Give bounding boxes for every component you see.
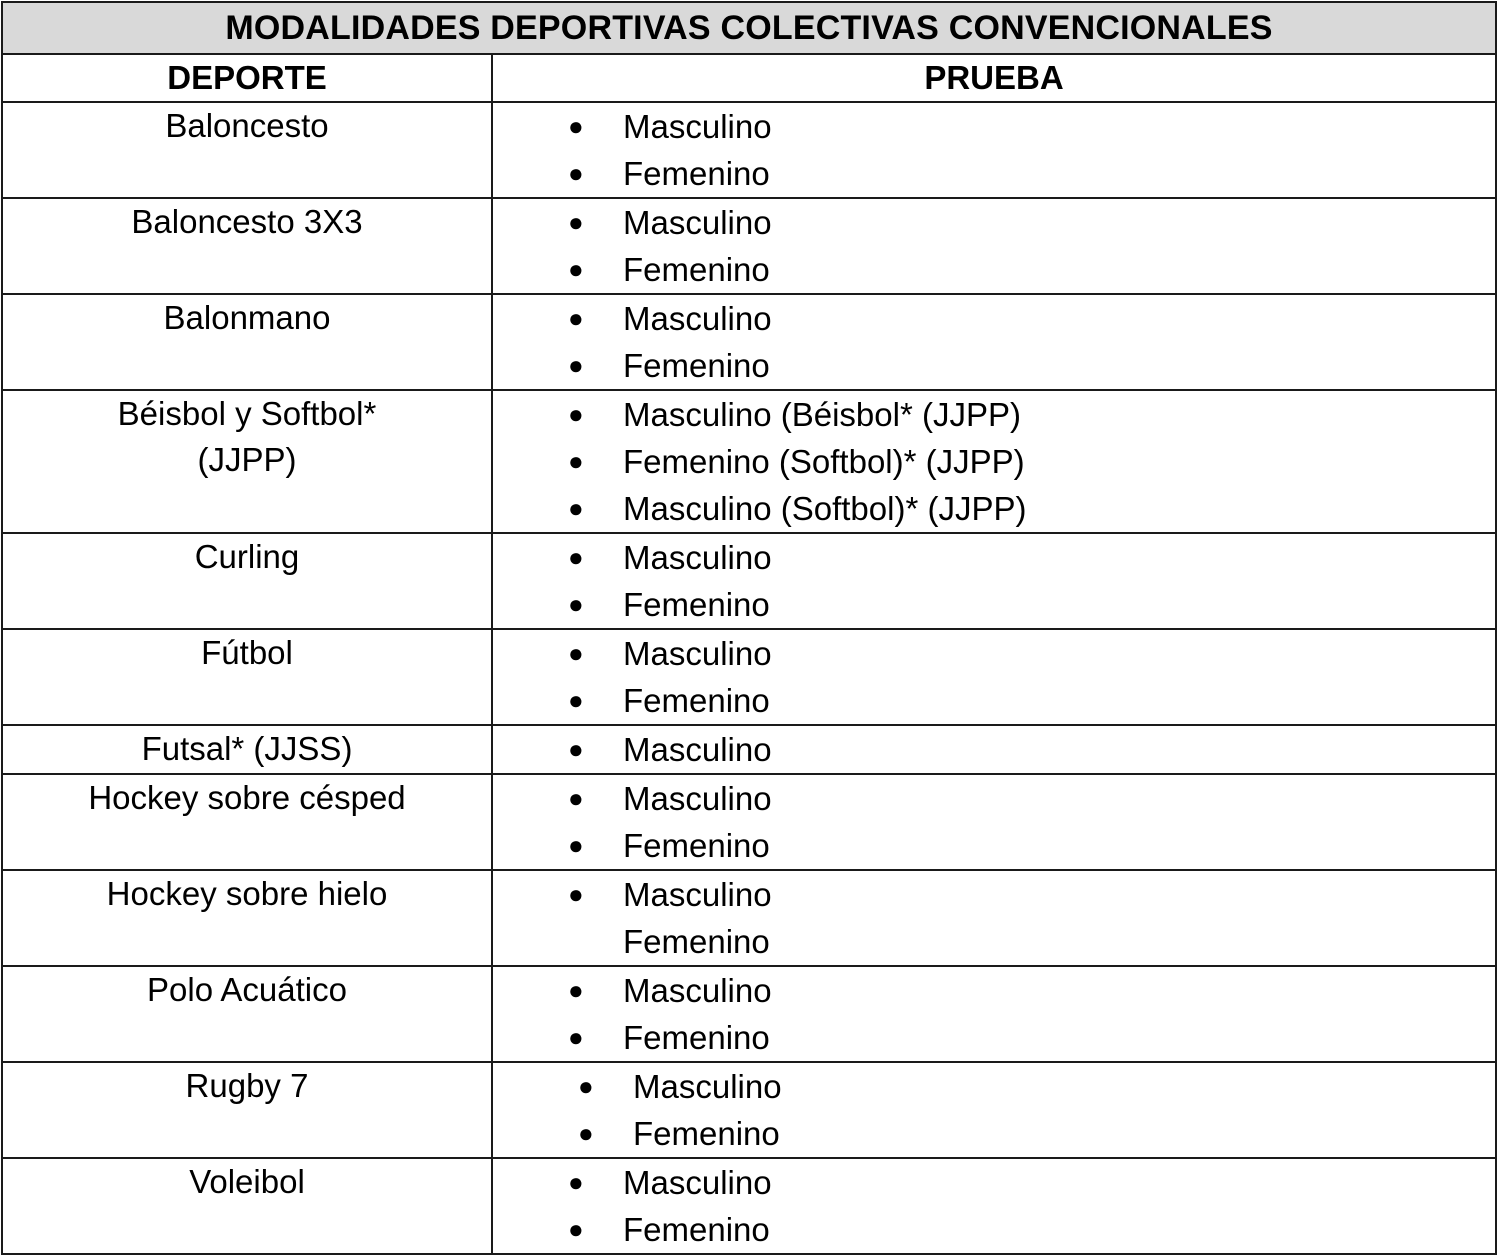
sport-name: Curling (194, 538, 300, 575)
sport-name: Fútbol (201, 634, 293, 671)
tests-list (493, 199, 1495, 293)
list-item (493, 822, 1495, 869)
list-item (493, 391, 1495, 438)
table-row (2, 1158, 1496, 1254)
bullet-icon: ● (568, 111, 584, 141)
test-label: Masculino (623, 635, 772, 672)
test-label: Femenino (623, 586, 770, 623)
bullet-icon: ● (568, 399, 584, 429)
sport-name: (JJPP) (197, 441, 297, 478)
list-item (493, 677, 1495, 724)
sport-cell (2, 966, 492, 1062)
bullet-icon: ● (568, 158, 584, 188)
test-label: Masculino (623, 876, 772, 913)
tests-cell (492, 1062, 1496, 1158)
bullet-icon: ● (568, 303, 584, 333)
test-label: Femenino (623, 251, 770, 288)
test-label: Masculino (633, 1068, 782, 1105)
table-row (2, 533, 1496, 629)
table-row (2, 725, 1496, 774)
tests-cell (492, 198, 1496, 294)
list-item (493, 1063, 1495, 1110)
table-row (2, 198, 1496, 294)
list-item (493, 871, 1495, 918)
title-row (2, 2, 1496, 54)
sport-cell (2, 533, 492, 629)
list-item (493, 534, 1495, 581)
bullet-icon: ● (568, 685, 584, 715)
sport-cell (2, 774, 492, 870)
list-item (493, 1014, 1495, 1061)
test-label: Femenino (623, 1211, 770, 1248)
table-row (2, 1062, 1496, 1158)
list-item (493, 1110, 1495, 1157)
bullet-icon: ● (568, 830, 584, 860)
list-item (493, 630, 1495, 677)
bullet-icon: ● (568, 783, 584, 813)
list-item (493, 199, 1495, 246)
test-label: Femenino (623, 347, 770, 384)
sport-name: Hockey sobre hielo (106, 875, 388, 912)
sport-name: Baloncesto 3X3 (131, 203, 363, 240)
table-row (2, 774, 1496, 870)
bullet-icon: ● (578, 1118, 594, 1148)
list-item (493, 1159, 1495, 1206)
bullet-icon: ● (568, 1167, 584, 1197)
tests-list (493, 1063, 1495, 1157)
tests-list (493, 726, 1495, 773)
tests-list (493, 103, 1495, 197)
table-row (2, 629, 1496, 725)
list-item (493, 150, 1495, 197)
sport-cell (2, 390, 492, 533)
list-item (493, 485, 1495, 532)
list-item (493, 581, 1495, 628)
list-item (493, 918, 1495, 965)
tests-cell (492, 294, 1496, 390)
sport-name: Futsal* (JJSS) (141, 730, 353, 767)
tests-cell (492, 1158, 1496, 1254)
sport-name: Polo Acuático (147, 971, 347, 1008)
bullet-icon: ● (568, 350, 584, 380)
list-item (493, 103, 1495, 150)
tests-list (493, 1159, 1495, 1253)
test-label: Masculino (623, 300, 772, 337)
bullet-icon: ● (568, 493, 584, 523)
test-label: Masculino (623, 108, 772, 145)
tests-cell (492, 102, 1496, 198)
test-label: Masculino (623, 972, 772, 1009)
tests-cell (492, 533, 1496, 629)
sport-cell (2, 725, 492, 774)
tests-list (493, 775, 1495, 869)
tests-list (493, 630, 1495, 724)
test-label: Femenino (623, 923, 770, 960)
sport-cell (2, 629, 492, 725)
table-row (2, 966, 1496, 1062)
bullet-icon: ● (568, 638, 584, 668)
list-item (493, 295, 1495, 342)
tests-cell (492, 629, 1496, 725)
sport-name: Balonmano (163, 299, 331, 336)
sport-cell (2, 102, 492, 198)
test-label: Masculino (623, 539, 772, 576)
bullet-icon: ● (568, 254, 584, 284)
test-label: Masculino (623, 731, 772, 768)
sport-cell (2, 294, 492, 390)
list-item (493, 246, 1495, 293)
table-row (2, 102, 1496, 198)
bullet-icon: ● (568, 542, 584, 572)
list-item (493, 726, 1495, 773)
tests-list (493, 534, 1495, 628)
sport-cell (2, 1062, 492, 1158)
bullet-icon: ● (568, 879, 584, 909)
bullet-icon: ● (568, 975, 584, 1005)
sport-cell (2, 1158, 492, 1254)
list-item (493, 967, 1495, 1014)
bullet-icon: ● (568, 589, 584, 619)
tests-cell (492, 774, 1496, 870)
bullet-icon: ● (568, 1022, 584, 1052)
list-item (493, 438, 1495, 485)
list-item (493, 775, 1495, 822)
test-label: Femenino (623, 682, 770, 719)
bullet-icon: ● (578, 1071, 594, 1101)
bullet-icon: ● (568, 734, 584, 764)
test-label: Femenino (623, 155, 770, 192)
tests-list (493, 391, 1495, 532)
tests-list (493, 967, 1495, 1061)
test-label: Masculino (Softbol)* (JJPP) (623, 490, 1027, 527)
test-label: Masculino (623, 204, 772, 241)
test-label: Femenino (Softbol)* (JJPP) (623, 443, 1025, 480)
test-label: Masculino (623, 1164, 772, 1201)
bullet-icon: ● (568, 1214, 584, 1244)
table-title: MODALIDADES DEPORTIVAS COLECTIVAS CONVENCIONALES (2, 2, 1496, 54)
table-row (2, 390, 1496, 533)
header-row (2, 54, 1496, 102)
test-label: Femenino (633, 1115, 780, 1152)
tests-cell (492, 390, 1496, 533)
list-item (493, 1206, 1495, 1253)
sport-name: Voleibol (189, 1163, 305, 1200)
tests-cell (492, 725, 1496, 774)
test-label: Femenino (623, 827, 770, 864)
sport-name: Rugby 7 (185, 1067, 309, 1104)
column-header-sport: DEPORTE (2, 54, 492, 102)
sport-cell (2, 870, 492, 966)
list-item (493, 342, 1495, 389)
column-header-test: PRUEBA (492, 54, 1496, 102)
tests-cell (492, 870, 1496, 966)
sport-name: Béisbol y Softbol* (117, 395, 377, 432)
sport-cell (2, 198, 492, 294)
test-label: Masculino (623, 780, 772, 817)
bullet-icon: ● (568, 446, 584, 476)
sports-table (1, 1, 1497, 1255)
table-body (2, 102, 1496, 1254)
tests-list (493, 295, 1495, 389)
sport-name: Hockey sobre césped (88, 779, 406, 816)
bullet-icon: ● (568, 207, 584, 237)
table-row (2, 870, 1496, 966)
tests-list (493, 871, 1495, 965)
table-row (2, 294, 1496, 390)
test-label: Femenino (623, 1019, 770, 1056)
sport-name: Baloncesto (165, 107, 329, 144)
tests-cell (492, 966, 1496, 1062)
test-label: Masculino (Béisbol* (JJPP) (623, 396, 1021, 433)
